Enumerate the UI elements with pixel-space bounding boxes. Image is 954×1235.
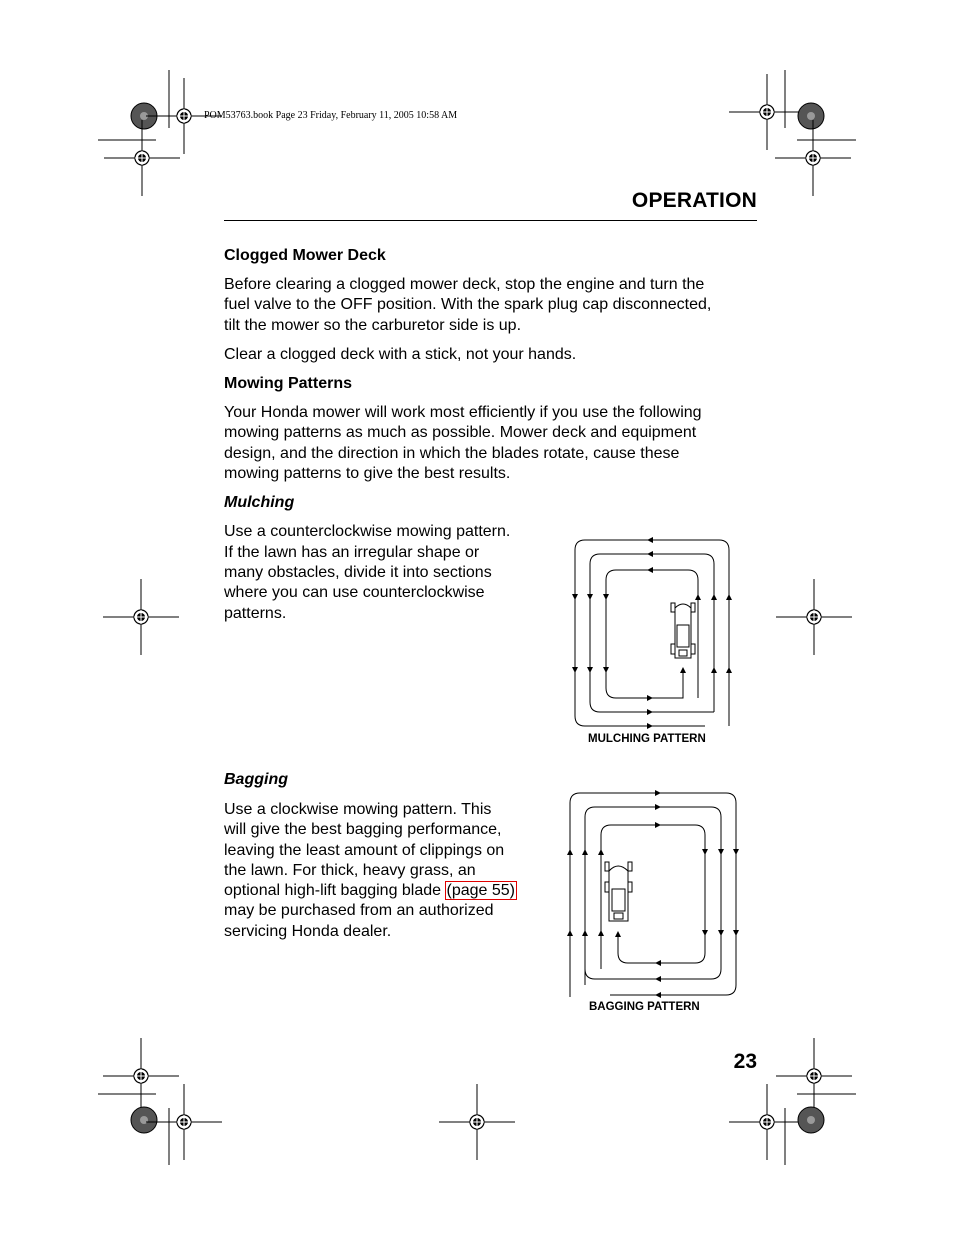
bagging-pattern-diagram [560,785,745,1000]
text-line: tilt the mower so the carburetor side is up. [224,316,522,334]
text-line: leaving the least amount of clippings on [224,841,505,859]
mulching-caption: MULCHING PATTERN [588,733,706,745]
text-line: will give the best bagging performance, [224,821,502,839]
clogged-note: Clear a clogged deck with a stick, not your hands. [224,345,577,363]
text-line: the lawn. For thick, heavy grass, an [224,861,476,879]
patterns-heading: Mowing Patterns [224,375,353,393]
text-line: may be purchased from an authorized [224,902,494,920]
mulching-pattern-diagram [565,530,745,735]
text-line: design, and the direction in which the blades rotate, cause these [224,444,680,462]
mulching-paragraph [224,522,536,623]
print-info: POM53763.book Page 23 Friday, February 11, 2005 10:58 AM [204,110,458,121]
text-line: If the lawn has an irregular shape or [224,543,480,561]
text-line: fuel valve to the OFF position. With the spark plug cap disconnected, [224,296,712,314]
bagging-paragraph [224,800,544,942]
page-55-link[interactable]: (page 55) [446,882,515,900]
bagging-section [224,770,544,951]
text-line: where you can use counterclockwise [224,584,485,602]
text-line: many obstacles, divide it into sections [224,563,492,581]
text-line: Use a clockwise mowing pattern. This [224,801,492,818]
clogged-paragraph [224,275,754,336]
text-line: mowing patterns as much as possible. Mower deck and equipment [224,424,697,442]
text-line: Your Honda mower will work most efficiently if you use the following [224,404,702,422]
bagging-heading: Bagging [224,771,288,788]
text-line: Before clearing a clogged mower deck, stop the engine and turn the [224,276,705,293]
mulching-heading: Mulching [224,494,295,512]
text-line: mowing patterns to give the best results. [224,465,511,483]
page-number: 23 [733,1050,757,1073]
section-title: OPERATION [631,189,757,212]
text-line: patterns. [224,604,287,622]
text-line [224,881,544,901]
bagging-caption: BAGGING PATTERN [589,1001,700,1013]
patterns-paragraph [224,403,754,484]
text-line: servicing Honda dealer. [224,922,392,940]
text-fragment: optional high-lift bagging blade [224,882,446,900]
clogged-heading: Clogged Mower Deck [224,247,386,264]
header-rule [224,220,757,221]
text-line: Use a counterclockwise mowing pattern. [224,523,511,541]
